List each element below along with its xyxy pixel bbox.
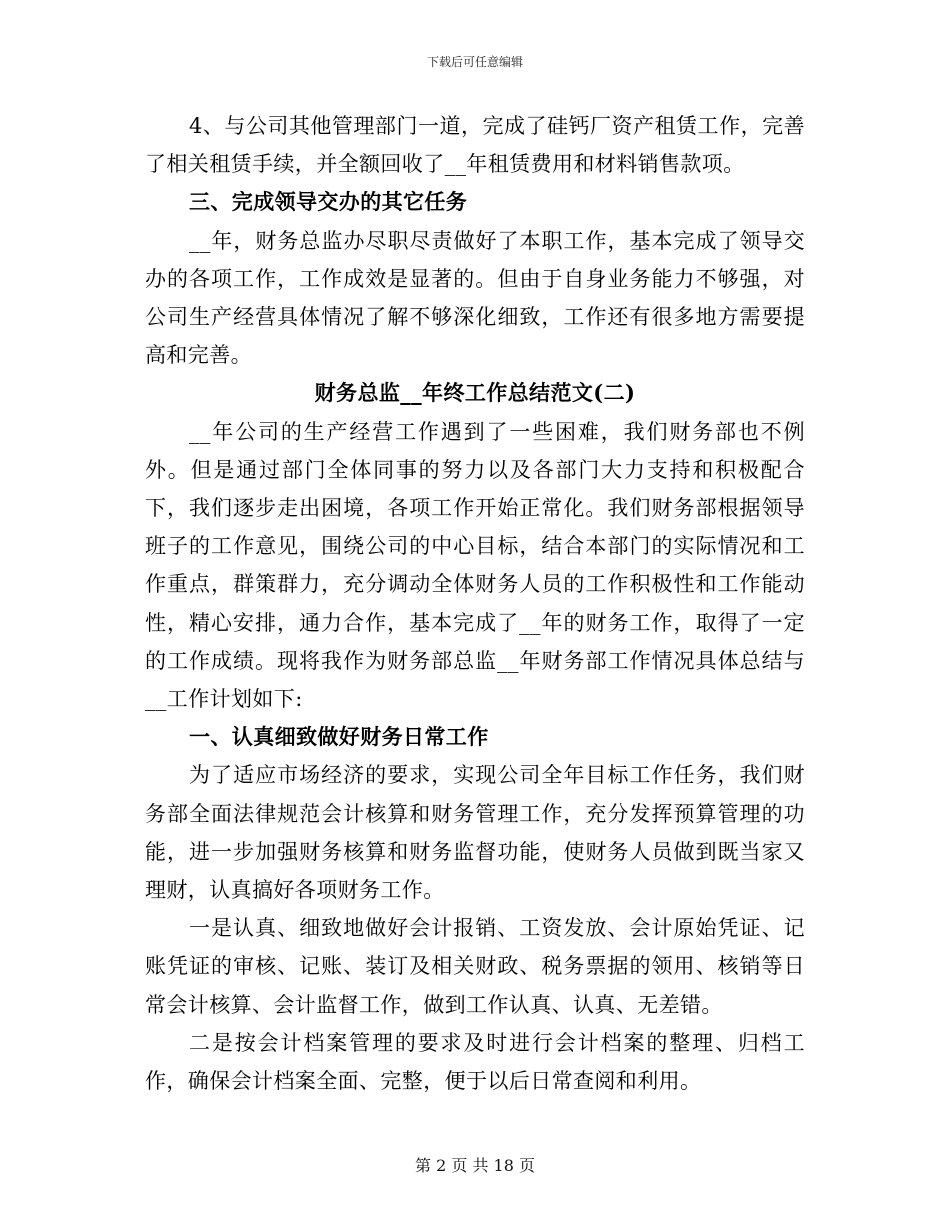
paragraph-daily-work: 为了适应市场经济的要求，实现公司全年目标工作任务，我们财务部全面法律规范会计核算和财务管理工作，充分发挥预算管理的功能，进一步加强财务核算和财务监督功能，使财务人员做到既当家又理财，认真搞好各项财务工作。 xyxy=(145,763,805,903)
paragraph-lease-work: 4、与公司其他管理部门一道，完成了硅钙厂资产租赁工作，完善了相关租赁手续，并全额回收了__年租赁费用和材料销售款项。 xyxy=(145,114,805,177)
section-heading-daily-work: 一、认真细致做好财务日常工作 xyxy=(189,724,489,750)
section-heading-other-tasks: 三、完成领导交办的其它任务 xyxy=(189,189,468,215)
page-number-footer: 第 2 页 共 18 页 xyxy=(415,1156,535,1175)
paragraph-introduction: __年公司的生产经营工作遇到了一些困难，我们财务部也不例外。但是通过部门全体同事的努力以及各部门大力支持和积极配合下，我们逐步走出困境，各项工作开始正常化。我们财务部根据领导班子的工作意见，围绕公司的中心目标，结合本部门的实际情况和工作重点，群策群力，充分调动全体财务人员的工作积极性和工作能动性，精心安排，通力合作，基本完成了__年的财务工作，取得了一定的工作成绩。现将我作为财务部总监__年财务部工作情况具体总结与__工作计划如下: xyxy=(145,419,805,712)
paragraph-other-tasks: __年，财务总监办尽职尽责做好了本职工作，基本完成了领导交办的各项工作，工作成效是显著的。但由于自身业务能力不够强，对公司生产经营具体情况了解不够深化细致，工作还有很多地方需要提高和完善。 xyxy=(145,228,805,368)
paragraph-item-one: 一是认真、细致地做好会计报销、工资发放、会计原始凭证、记账凭证的审核、记账、装订及相关财政、税务票据的领用、核销等日常会计核算、会计监督工作，做到工作认真、认真、无差错。 xyxy=(145,916,805,1017)
document-title-part-two: 财务总监__年终工作总结范文(二) xyxy=(314,380,636,406)
page-header-note: 下载后可任意编辑 xyxy=(426,55,523,69)
paragraph-item-two: 二是按会计档案管理的要求及时进行会计档案的整理、归档工作，确保会计档案全面、完整，便于以后日常查阅和利用。 xyxy=(145,1030,805,1094)
document-body xyxy=(145,107,805,1100)
